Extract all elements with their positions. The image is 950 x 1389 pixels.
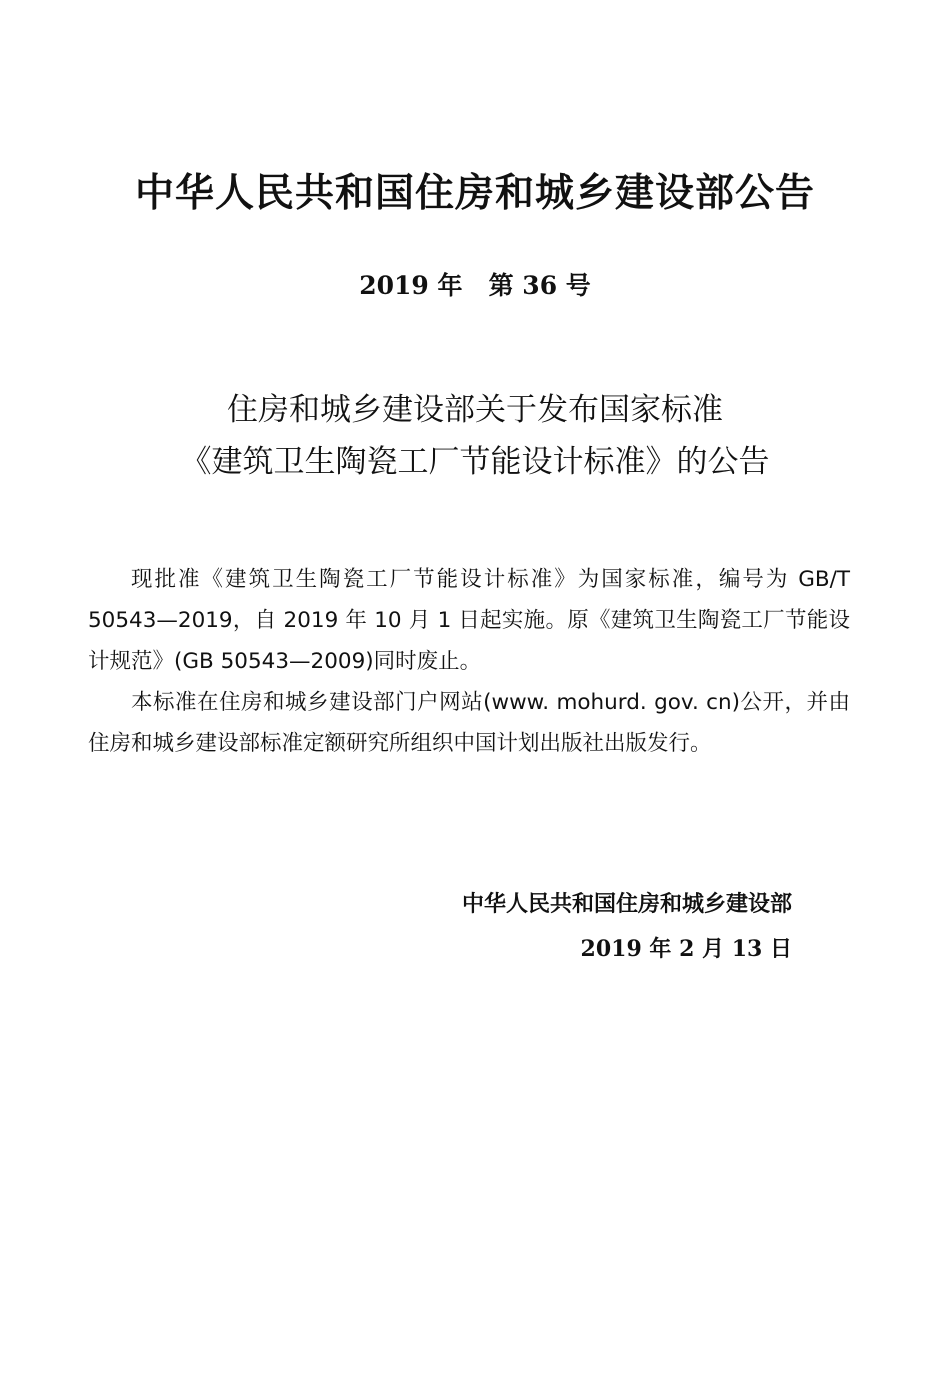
body-paragraph-1: 现批准《建筑卫生陶瓷工厂节能设计标准》为国家标准，编号为 GB/T 50543—2019，自 2019 年 10 月 1 日起实施。原《建筑卫生陶瓷工厂节能设计规范》(GB 50543—2009)同时废止。 — [88, 567, 850, 674]
subject-line-1: 住房和城乡建设部关于发布国家标准 — [227, 392, 723, 428]
announcement-subject — [0, 384, 950, 488]
signature-date: 2019 年 2 月 13 日 — [580, 936, 792, 962]
signature-block — [462, 883, 792, 971]
body-paragraph-2: 本标准在住房和城乡建设部门户网站(www. mohurd. gov. cn)公开，并由住房和城乡建设部标准定额研究所组织中国计划出版社出版发行。 — [88, 690, 850, 756]
announcement-header-title: 中华人民共和国住房和城乡建设部公告 — [134, 171, 815, 216]
announcement-body — [88, 559, 850, 764]
subject-line-2: 《建筑卫生陶瓷工厂节能设计标准》的公告 — [180, 444, 770, 480]
issue-number: 2019 年 第 36 号 — [359, 271, 591, 300]
signature-organization: 中华人民共和国住房和城乡建设部 — [461, 892, 792, 917]
